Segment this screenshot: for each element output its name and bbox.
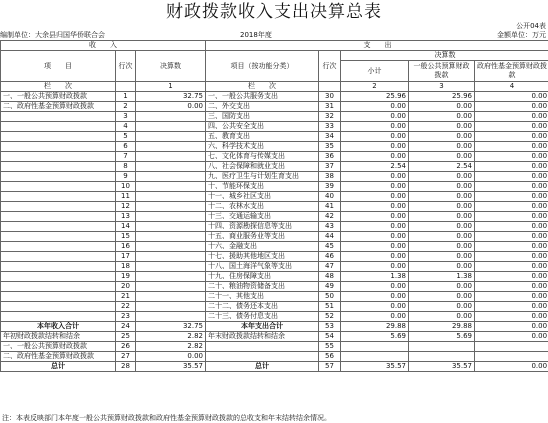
expense-item-cell: 三、国防支出 xyxy=(206,112,319,122)
column-number-1: 1 xyxy=(136,82,206,92)
income-item-cell xyxy=(1,302,116,312)
income-item-cell xyxy=(1,192,116,202)
income-line-cell: 13 xyxy=(116,212,136,222)
fund-budget-cell: 0.00 xyxy=(475,102,548,112)
fund-budget-cell: 0.00 xyxy=(475,302,548,312)
general-budget-cell: 0.00 xyxy=(409,252,475,262)
expense-line-cell: 42 xyxy=(319,212,341,222)
subtotal-cell: 0.00 xyxy=(341,132,409,142)
expense-line-cell: 38 xyxy=(319,172,341,182)
expense-line-cell: 53 xyxy=(319,322,341,332)
general-budget-cell: 0.00 xyxy=(409,172,475,182)
total-row xyxy=(1,322,548,332)
expense-item-cell: 十七、援助其他地区支出 xyxy=(206,252,319,262)
fund-budget-cell: 0.00 xyxy=(475,132,548,142)
income-value-cell xyxy=(136,182,206,192)
income-value-cell xyxy=(136,142,206,152)
expense-item-cell: 五、教育支出 xyxy=(206,132,319,142)
expense-item-cell xyxy=(206,352,319,362)
table-row xyxy=(1,192,548,202)
expense-item-cell: 十五、商业服务业等支出 xyxy=(206,232,319,242)
expense-line-cell: 35 xyxy=(319,142,341,152)
income-header: 收 入 xyxy=(1,41,206,51)
table-row xyxy=(1,232,548,242)
column-number-4: 4 xyxy=(475,82,548,92)
income-line-cell: 20 xyxy=(116,282,136,292)
expense-line-cell: 52 xyxy=(319,312,341,322)
expense-item-cell: 十二、农林水支出 xyxy=(206,202,319,212)
expense-line-cell: 31 xyxy=(319,102,341,112)
fund-budget-cell: 0.00 xyxy=(475,362,548,372)
income-line-cell: 4 xyxy=(116,122,136,132)
income-value-cell: 0.00 xyxy=(136,102,206,112)
expense-line-cell: 50 xyxy=(319,292,341,302)
subtotal-cell: 35.57 xyxy=(341,362,409,372)
expense-line-cell: 57 xyxy=(319,362,341,372)
general-budget-cell: 0.00 xyxy=(409,122,475,132)
subtotal-cell: 0.00 xyxy=(341,182,409,192)
expense-line-cell: 32 xyxy=(319,112,341,122)
expense-item-cell: 九、医疗卫生与计划生育支出 xyxy=(206,172,319,182)
subtotal-cell: 0.00 xyxy=(341,312,409,322)
general-budget-cell: 0.00 xyxy=(409,212,475,222)
fund-budget-cell: 0.00 xyxy=(475,322,548,332)
income-line-cell: 21 xyxy=(116,292,136,302)
expense-item-cell: 七、文化体育与传媒支出 xyxy=(206,152,319,162)
fund-budget-cell: 0.00 xyxy=(475,112,548,122)
general-budget-cell: 35.57 xyxy=(409,362,475,372)
table-row xyxy=(1,112,548,122)
income-item-cell: 总计 xyxy=(1,362,116,372)
income-item-cell xyxy=(1,232,116,242)
subtotal-cell: 0.00 xyxy=(341,222,409,232)
expense-line-cell: 34 xyxy=(319,132,341,142)
income-line-cell: 10 xyxy=(116,182,136,192)
general-budget-header: 一般公共预算财政拨款 xyxy=(409,61,475,82)
subtotal-cell xyxy=(341,352,409,362)
fund-budget-cell: 0.00 xyxy=(475,332,548,342)
income-value-cell xyxy=(136,172,206,182)
general-budget-cell: 0.00 xyxy=(409,222,475,232)
expense-item-cell: 二十三、债务付息支出 xyxy=(206,312,319,322)
footnote: 注：本表反映部门本年度一般公共预算财政拨款和政府性基金预算财政拨款的总收支和年末结转结余情况。 xyxy=(2,414,331,422)
subtotal-cell: 0.00 xyxy=(341,252,409,262)
general-budget-cell: 0.00 xyxy=(409,312,475,322)
expense-line-cell: 49 xyxy=(319,282,341,292)
expense-line-cell: 56 xyxy=(319,352,341,362)
general-budget-cell xyxy=(409,342,475,352)
income-line-cell: 14 xyxy=(116,222,136,232)
table-row xyxy=(1,162,548,172)
income-item-cell xyxy=(1,252,116,262)
fund-budget-cell: 0.00 xyxy=(475,212,548,222)
income-item-cell xyxy=(1,292,116,302)
fund-budget-cell: 0.00 xyxy=(475,242,548,252)
income-line-cell: 6 xyxy=(116,142,136,152)
income-line-header: 行次 xyxy=(116,51,136,82)
table-row xyxy=(1,292,548,302)
fund-budget-cell xyxy=(475,352,548,362)
expense-line-cell: 51 xyxy=(319,302,341,312)
expense-line-cell: 54 xyxy=(319,332,341,342)
fiscal-year: 2018年度 xyxy=(240,31,272,39)
income-item-cell: 一、一般公共预算财政拨款 xyxy=(1,92,116,102)
income-line-cell: 18 xyxy=(116,262,136,272)
expense-item-cell: 总计 xyxy=(206,362,319,372)
table-row xyxy=(1,122,548,132)
income-item-cell: 二、政府性基金预算财政拨款 xyxy=(1,102,116,112)
income-line-cell: 9 xyxy=(116,172,136,182)
expense-line-cell: 55 xyxy=(319,342,341,352)
table-row xyxy=(1,142,548,152)
total-row xyxy=(1,332,548,342)
expense-item-cell: 四、公共安全支出 xyxy=(206,122,319,132)
income-line-cell: 22 xyxy=(116,302,136,312)
income-item-cell xyxy=(1,182,116,192)
general-budget-cell: 25.96 xyxy=(409,92,475,102)
table-row xyxy=(1,182,548,192)
general-budget-cell: 5.69 xyxy=(409,332,475,342)
form-code: 公开04表 xyxy=(516,22,546,30)
expense-item-cell: 二十一、其他支出 xyxy=(206,292,319,302)
expense-item-cell: 十一、城乡社区支出 xyxy=(206,192,319,202)
subtotal-cell: 0.00 xyxy=(341,292,409,302)
fund-budget-cell: 0.00 xyxy=(475,272,548,282)
income-item-cell xyxy=(1,132,116,142)
income-value-cell: 32.75 xyxy=(136,92,206,102)
subtotal-cell: 1.38 xyxy=(341,272,409,282)
income-value-cell xyxy=(136,302,206,312)
income-line-cell: 16 xyxy=(116,242,136,252)
table-row xyxy=(1,102,548,112)
expense-line-cell: 37 xyxy=(319,162,341,172)
general-budget-cell: 29.88 xyxy=(409,322,475,332)
income-line-cell: 3 xyxy=(116,112,136,122)
expense-line-header: 行次 xyxy=(319,51,341,82)
expense-item-cell: 十六、金融支出 xyxy=(206,242,319,252)
subtotal-cell: 0.00 xyxy=(341,192,409,202)
expense-item-cell: 本年支出合计 xyxy=(206,322,319,332)
budget-table xyxy=(0,40,548,372)
general-budget-cell: 2.54 xyxy=(409,162,475,172)
income-item-cell xyxy=(1,122,116,132)
income-item-cell xyxy=(1,242,116,252)
income-item-cell xyxy=(1,142,116,152)
expense-line-cell: 33 xyxy=(319,122,341,132)
expense-item-cell: 八、社会保障和就业支出 xyxy=(206,162,319,172)
income-line-cell: 15 xyxy=(116,232,136,242)
subtotal-cell: 5.69 xyxy=(341,332,409,342)
general-budget-cell: 0.00 xyxy=(409,202,475,212)
subtotal-cell: 0.00 xyxy=(341,122,409,132)
income-line-cell: 17 xyxy=(116,252,136,262)
table-row xyxy=(1,152,548,162)
expense-item-cell: 十、节能环保支出 xyxy=(206,182,319,192)
expense-line-cell: 47 xyxy=(319,262,341,272)
general-budget-cell xyxy=(409,352,475,362)
fund-budget-cell: 0.00 xyxy=(475,262,548,272)
income-value-cell xyxy=(136,192,206,202)
expense-item-cell: 二十二、债务还本支出 xyxy=(206,302,319,312)
compiling-unit: 编制单位：大余县归国华侨联合会 xyxy=(0,31,105,39)
income-value-cell: 2.82 xyxy=(136,342,206,352)
income-value-cell: 2.82 xyxy=(136,332,206,342)
income-value-cell xyxy=(136,272,206,282)
expense-item-cell: 二、外交支出 xyxy=(206,102,319,112)
income-value-cell xyxy=(136,162,206,172)
fund-budget-cell: 0.00 xyxy=(475,252,548,262)
column-number-2: 2 xyxy=(341,82,409,92)
general-budget-cell: 0.00 xyxy=(409,112,475,122)
expense-item-cell: 十三、交通运输支出 xyxy=(206,212,319,222)
expense-line-cell: 44 xyxy=(319,232,341,242)
subtotal-cell: 0.00 xyxy=(341,302,409,312)
general-budget-cell: 0.00 xyxy=(409,282,475,292)
column-label: 栏 次 xyxy=(1,82,116,92)
subtotal-cell: 2.54 xyxy=(341,162,409,172)
table-row xyxy=(1,272,548,282)
table-row xyxy=(1,282,548,292)
income-line-cell: 27 xyxy=(116,352,136,362)
fund-budget-cell: 0.00 xyxy=(475,292,548,302)
income-item-cell: 年初财政拨款结转和结余 xyxy=(1,332,116,342)
income-value-cell xyxy=(136,242,206,252)
general-budget-cell: 0.00 xyxy=(409,102,475,112)
total-row xyxy=(1,342,548,352)
expense-item-cell: 二十、粮油物资储备支出 xyxy=(206,282,319,292)
table-row xyxy=(1,92,548,102)
income-item-cell xyxy=(1,282,116,292)
income-value-cell: 32.75 xyxy=(136,322,206,332)
fund-budget-cell: 0.00 xyxy=(475,152,548,162)
table-row xyxy=(1,222,548,232)
subtotal-cell: 0.00 xyxy=(341,242,409,252)
subtotal-header: 小计 xyxy=(341,61,409,82)
expense-item-cell: 十九、住房保障支出 xyxy=(206,272,319,282)
income-value-cell xyxy=(136,202,206,212)
income-value-cell: 0.00 xyxy=(136,352,206,362)
income-line-cell: 11 xyxy=(116,192,136,202)
income-line-cell: 26 xyxy=(116,342,136,352)
income-line-cell: 1 xyxy=(116,92,136,102)
expense-line-cell: 45 xyxy=(319,242,341,252)
income-value-cell xyxy=(136,152,206,162)
expense-item-cell: 一、一般公共服务支出 xyxy=(206,92,319,102)
general-budget-cell: 0.00 xyxy=(409,132,475,142)
income-item-cell xyxy=(1,222,116,232)
page-title: 财政拨款收入支出决算总表 xyxy=(166,2,382,22)
expense-line-cell: 40 xyxy=(319,192,341,202)
table-row xyxy=(1,242,548,252)
expense-header: 支 出 xyxy=(206,41,548,51)
total-row xyxy=(1,352,548,362)
table-row xyxy=(1,312,548,322)
subtotal-cell: 0.00 xyxy=(341,212,409,222)
expense-line-cell: 41 xyxy=(319,202,341,212)
table-row xyxy=(1,172,548,182)
income-item-cell: 一、一般公共预算财政拨款 xyxy=(1,342,116,352)
expense-line-cell: 30 xyxy=(319,92,341,102)
subtotal-cell: 29.88 xyxy=(341,322,409,332)
income-line-cell: 2 xyxy=(116,102,136,112)
expense-item-cell xyxy=(206,342,319,352)
general-budget-cell: 0.00 xyxy=(409,182,475,192)
subtotal-cell: 0.00 xyxy=(341,262,409,272)
general-budget-cell: 0.00 xyxy=(409,292,475,302)
income-line-cell: 19 xyxy=(116,272,136,282)
income-line-cell: 8 xyxy=(116,162,136,172)
money-unit: 金额单位：万元 xyxy=(497,31,546,39)
table-row xyxy=(1,202,548,212)
subtotal-cell: 0.00 xyxy=(341,202,409,212)
table-row xyxy=(1,252,548,262)
income-line-cell: 12 xyxy=(116,202,136,212)
income-final-header: 决算数 xyxy=(136,51,206,82)
subtotal-cell: 0.00 xyxy=(341,112,409,122)
income-line-cell: 7 xyxy=(116,152,136,162)
final-group-header: 决算数 xyxy=(341,51,548,61)
subtotal-cell: 0.00 xyxy=(341,102,409,112)
income-line-cell: 28 xyxy=(116,362,136,372)
income-value-cell xyxy=(136,222,206,232)
fund-budget-cell: 0.00 xyxy=(475,162,548,172)
income-item-cell: 二、政府性基金预算财政拨款 xyxy=(1,352,116,362)
income-item-cell xyxy=(1,162,116,172)
general-budget-cell: 0.00 xyxy=(409,302,475,312)
fund-budget-cell xyxy=(475,342,548,352)
income-item-cell xyxy=(1,112,116,122)
fund-budget-cell: 0.00 xyxy=(475,312,548,322)
income-value-cell xyxy=(136,232,206,242)
subtotal-cell: 0.00 xyxy=(341,152,409,162)
income-value-cell xyxy=(136,212,206,222)
subtotal-cell: 0.00 xyxy=(341,172,409,182)
income-line-cell: 23 xyxy=(116,312,136,322)
income-value-cell xyxy=(136,112,206,122)
column-number-3: 3 xyxy=(409,82,475,92)
income-value-cell xyxy=(136,252,206,262)
expense-line-cell: 46 xyxy=(319,252,341,262)
general-budget-cell: 0.00 xyxy=(409,242,475,252)
income-item-cell xyxy=(1,272,116,282)
subtotal-cell: 0.00 xyxy=(341,142,409,152)
income-line-cell: 25 xyxy=(116,332,136,342)
general-budget-cell: 0.00 xyxy=(409,232,475,242)
general-budget-cell: 0.00 xyxy=(409,152,475,162)
table-row xyxy=(1,132,548,142)
fund-budget-cell: 0.00 xyxy=(475,282,548,292)
table-row xyxy=(1,302,548,312)
expense-item-cell: 六、科学技术支出 xyxy=(206,142,319,152)
fund-budget-cell: 0.00 xyxy=(475,232,548,242)
expense-line-cell: 36 xyxy=(319,152,341,162)
income-item-cell xyxy=(1,152,116,162)
subtotal-cell: 0.00 xyxy=(341,282,409,292)
table-row xyxy=(1,262,548,272)
income-line-cell: 24 xyxy=(116,322,136,332)
income-line-cell: 5 xyxy=(116,132,136,142)
income-item-cell xyxy=(1,262,116,272)
general-budget-cell: 1.38 xyxy=(409,272,475,282)
expense-item-cell: 十八、国土海洋气象等支出 xyxy=(206,262,319,272)
fund-budget-cell: 0.00 xyxy=(475,142,548,152)
expense-item-header: 项目（按功能分类） xyxy=(206,51,319,82)
subtotal-cell xyxy=(341,342,409,352)
fund-budget-header: 政府性基金预算财政拨款 xyxy=(475,61,548,82)
income-value-cell: 35.57 xyxy=(136,362,206,372)
income-value-cell xyxy=(136,312,206,322)
income-value-cell xyxy=(136,282,206,292)
income-item-cell xyxy=(1,202,116,212)
total-row xyxy=(1,362,548,372)
expense-line-cell: 39 xyxy=(319,182,341,192)
income-item-header: 项 目 xyxy=(1,51,116,82)
fund-budget-cell: 0.00 xyxy=(475,92,548,102)
fund-budget-cell: 0.00 xyxy=(475,202,548,212)
fund-budget-cell: 0.00 xyxy=(475,122,548,132)
income-value-cell xyxy=(136,132,206,142)
general-budget-cell: 0.00 xyxy=(409,142,475,152)
fund-budget-cell: 0.00 xyxy=(475,172,548,182)
fund-budget-cell: 0.00 xyxy=(475,182,548,192)
income-item-cell xyxy=(1,212,116,222)
income-item-cell xyxy=(1,172,116,182)
fund-budget-cell: 0.00 xyxy=(475,222,548,232)
income-value-cell xyxy=(136,122,206,132)
income-item-cell: 本年收入合计 xyxy=(1,322,116,332)
income-value-cell xyxy=(136,292,206,302)
income-item-cell xyxy=(1,312,116,322)
expense-item-cell: 年末财政拨款结转和结余 xyxy=(206,332,319,342)
column-label-2: 栏 次 xyxy=(206,82,319,92)
income-value-cell xyxy=(136,262,206,272)
table-row xyxy=(1,212,548,222)
expense-line-cell: 43 xyxy=(319,222,341,232)
subtotal-cell: 25.96 xyxy=(341,92,409,102)
general-budget-cell: 0.00 xyxy=(409,262,475,272)
general-budget-cell: 0.00 xyxy=(409,192,475,202)
subtotal-cell: 0.00 xyxy=(341,232,409,242)
expense-item-cell: 十四、资源勘探信息等支出 xyxy=(206,222,319,232)
expense-line-cell: 48 xyxy=(319,272,341,282)
fund-budget-cell: 0.00 xyxy=(475,192,548,202)
